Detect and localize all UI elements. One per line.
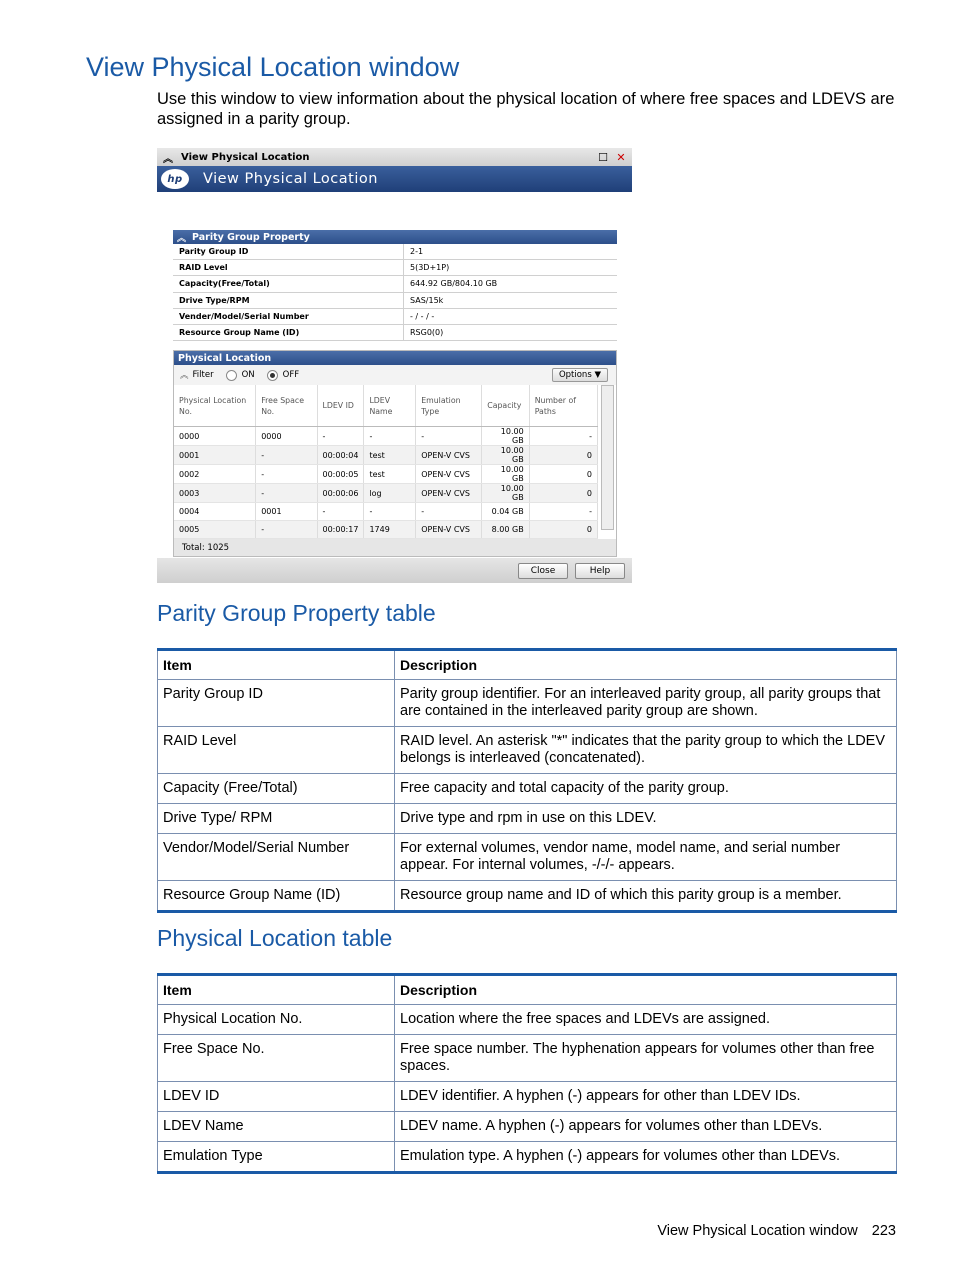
window-banner (157, 166, 632, 192)
description-cell: LDEV identifier. A hyphen (-) appears for other than LDEV IDs. (395, 1082, 897, 1112)
table-row (158, 834, 897, 881)
table-cell: OPEN-V CVS (416, 465, 482, 484)
table-cell: - (256, 465, 317, 484)
description-cell: Parity group identifier. For an interleaved parity group, all parity groups that are contained in the interleaved parity group are shown. (395, 680, 897, 727)
description-cell: Free capacity and total capacity of the parity group. (395, 774, 897, 804)
table-cell: test (364, 446, 416, 465)
table-cell: 10.00 GB (482, 465, 529, 484)
window-titlebar (157, 148, 632, 166)
column-header[interactable]: Free Space No. (256, 385, 317, 427)
filter-label: Filter (192, 370, 214, 380)
collapse-icon[interactable]: ︽ (163, 153, 173, 165)
table-cell: OPEN-V CVS (416, 521, 482, 539)
table-header-row (158, 975, 897, 1005)
parity-panel-header[interactable] (173, 230, 617, 244)
property-label: RAID Level (173, 260, 404, 276)
column-header: Item (158, 650, 395, 680)
table-cell: OPEN-V CVS (416, 446, 482, 465)
table-row (158, 881, 897, 912)
column-header: Description (395, 650, 897, 680)
item-cell: Emulation Type (158, 1142, 395, 1173)
table-cell: - (364, 427, 416, 446)
table-cell: 00:00:17 (317, 521, 364, 539)
table-row (158, 1082, 897, 1112)
parity-property-table (173, 244, 617, 341)
location-section-title: Physical Location table (157, 925, 393, 951)
table-cell: 0000 (174, 427, 256, 446)
description-cell: Free space number. The hyphenation appears for volumes other than free spaces. (395, 1035, 897, 1082)
physical-location-table (174, 385, 598, 539)
column-header: Item (158, 975, 395, 1005)
table-header-row (158, 650, 897, 680)
table-header-row (174, 385, 598, 427)
close-icon[interactable]: ✕ (616, 150, 626, 164)
table-row[interactable] (174, 503, 598, 521)
physical-location-panel (173, 350, 617, 557)
table-cell: 0004 (174, 503, 256, 521)
table-cell: 10.00 GB (482, 427, 529, 446)
description-cell: Emulation type. A hyphen (-) appears for volumes other than LDEVs. (395, 1142, 897, 1173)
table-cell: 0001 (174, 446, 256, 465)
table-row (158, 774, 897, 804)
chevron-down-icon: ▼ (594, 370, 601, 380)
vertical-scrollbar[interactable] (601, 385, 614, 530)
view-physical-location-window (157, 148, 632, 583)
page-title: View Physical Location window (86, 52, 460, 82)
table-cell: 0001 (256, 503, 317, 521)
filter-on-radio[interactable] (226, 370, 237, 381)
table-row (158, 1112, 897, 1142)
property-label: Vender/Model/Serial Number (173, 308, 404, 324)
banner-title: View Physical Location (203, 171, 378, 187)
property-value: 644.92 GB/804.10 GB (404, 276, 618, 292)
page-footer (647, 1223, 896, 1239)
description-cell: Drive type and rpm in use on this LDEV. (395, 804, 897, 834)
table-cell: 0 (529, 484, 597, 503)
table-cell: 0000 (256, 427, 317, 446)
parity-panel-title: Parity Group Property (192, 231, 310, 243)
footer-title: View Physical Location window (657, 1223, 858, 1239)
table-cell: 1749 (364, 521, 416, 539)
intro-paragraph: Use this window to view information about the physical location of where free spaces and LDEVS are assigned in a parity group. (157, 90, 895, 128)
help-button[interactable]: Help (575, 563, 625, 579)
table-cell: 0 (529, 446, 597, 465)
table-cell: 0 (529, 465, 597, 484)
table-cell: 0.04 GB (482, 503, 529, 521)
parity-group-property-panel (173, 230, 617, 341)
property-label: Parity Group ID (173, 244, 404, 260)
property-label: Capacity(Free/Total) (173, 276, 404, 292)
item-cell: Resource Group Name (ID) (158, 881, 395, 912)
maximize-icon[interactable]: ☐ (598, 150, 608, 164)
table-cell: - (256, 446, 317, 465)
table-cell: - (416, 427, 482, 446)
table-cell: test (364, 465, 416, 484)
table-cell: 00:00:06 (317, 484, 364, 503)
property-value: RSG0(0) (404, 324, 618, 340)
window-footer (157, 558, 632, 583)
table-cell: - (256, 521, 317, 539)
item-cell: LDEV ID (158, 1082, 395, 1112)
table-cell: - (364, 503, 416, 521)
table-cell: - (317, 503, 364, 521)
column-header[interactable]: Number of Paths (529, 385, 597, 427)
table-cell: 0005 (174, 521, 256, 539)
item-cell: LDEV Name (158, 1112, 395, 1142)
table-cell: 00:00:05 (317, 465, 364, 484)
description-cell: LDEV name. A hyphen (-) appears for volumes other than LDEVs. (395, 1112, 897, 1142)
table-cell: - (256, 484, 317, 503)
column-header[interactable]: Capacity (482, 385, 529, 427)
item-cell: Capacity (Free/Total) (158, 774, 395, 804)
column-header[interactable]: LDEV ID (317, 385, 364, 427)
table-cell: 10.00 GB (482, 484, 529, 503)
property-row (173, 260, 617, 276)
column-header: Description (395, 975, 897, 1005)
table-row (158, 804, 897, 834)
table-row[interactable] (174, 446, 598, 465)
table-cell: 8.00 GB (482, 521, 529, 539)
options-button[interactable]: Options ▼ (552, 368, 608, 382)
description-cell: For external volumes, vendor name, model name, and serial number appear. For internal volumes, -/-/- appears. (395, 834, 897, 881)
item-cell: Parity Group ID (158, 680, 395, 727)
description-cell: RAID level. An asterisk "*" indicates that the parity group to which the LDEV belongs is interleaved (concatenated). (395, 727, 897, 774)
property-value: 5(3D+1P) (404, 260, 618, 276)
item-cell: Free Space No. (158, 1035, 395, 1082)
column-header[interactable]: LDEV Name (364, 385, 416, 427)
table-row[interactable] (174, 465, 598, 484)
column-header[interactable]: Physical Location No. (174, 385, 256, 427)
property-row (173, 324, 617, 340)
table-row[interactable] (174, 521, 598, 539)
table-cell: - (416, 503, 482, 521)
filter-off-label: OFF (282, 370, 300, 380)
close-button[interactable]: Close (518, 563, 568, 579)
property-label: Drive Type/RPM (173, 292, 404, 308)
property-row (173, 308, 617, 324)
location-panel-title: Physical Location (178, 352, 272, 364)
window-title: View Physical Location (181, 151, 310, 163)
property-value: - / - / - (404, 308, 618, 324)
filter-off-radio[interactable] (267, 370, 278, 381)
table-row (158, 1005, 897, 1035)
table-cell: 0002 (174, 465, 256, 484)
property-value: SAS/15k (404, 292, 618, 308)
table-cell: 00:00:04 (317, 446, 364, 465)
item-cell: Physical Location No. (158, 1005, 395, 1035)
page-number: 223 (871, 1223, 896, 1239)
item-cell: RAID Level (158, 727, 395, 774)
property-row (173, 276, 617, 292)
item-cell: Drive Type/ RPM (158, 804, 395, 834)
property-value: 2-1 (404, 244, 618, 260)
hp-logo: hp (161, 169, 189, 189)
table-cell: - (317, 427, 364, 446)
column-header[interactable]: Emulation Type (416, 385, 482, 427)
table-row[interactable] (174, 427, 598, 446)
table-cell: OPEN-V CVS (416, 484, 482, 503)
table-cell: - (529, 503, 597, 521)
table-cell: - (529, 427, 597, 446)
table-cell: 10.00 GB (482, 446, 529, 465)
property-label: Resource Group Name (ID) (173, 324, 404, 340)
parity-section-title: Parity Group Property table (157, 600, 436, 626)
property-row (173, 292, 617, 308)
table-cell: log (364, 484, 416, 503)
physical-location-doc-table (157, 973, 897, 1174)
item-cell: Vendor/Model/Serial Number (158, 834, 395, 881)
property-row (173, 244, 617, 260)
table-row (158, 727, 897, 774)
table-row (158, 1035, 897, 1082)
collapse-icon[interactable]: ︽ (177, 233, 187, 244)
table-row (158, 680, 897, 727)
table-cell: 0 (529, 521, 597, 539)
filter-icon[interactable]: ︽ (180, 371, 189, 381)
filter-bar (174, 365, 616, 385)
location-panel-header (174, 351, 616, 365)
table-row[interactable] (174, 484, 598, 503)
table-row (158, 1142, 897, 1173)
description-cell: Resource group name and ID of which this parity group is a member. (395, 881, 897, 912)
filter-on-label: ON (241, 370, 255, 380)
table-cell: 0003 (174, 484, 256, 503)
parity-group-property-doc-table (157, 648, 897, 913)
description-cell: Location where the free spaces and LDEVs are assigned. (395, 1005, 897, 1035)
total-count: Total: 1025 (174, 539, 616, 556)
